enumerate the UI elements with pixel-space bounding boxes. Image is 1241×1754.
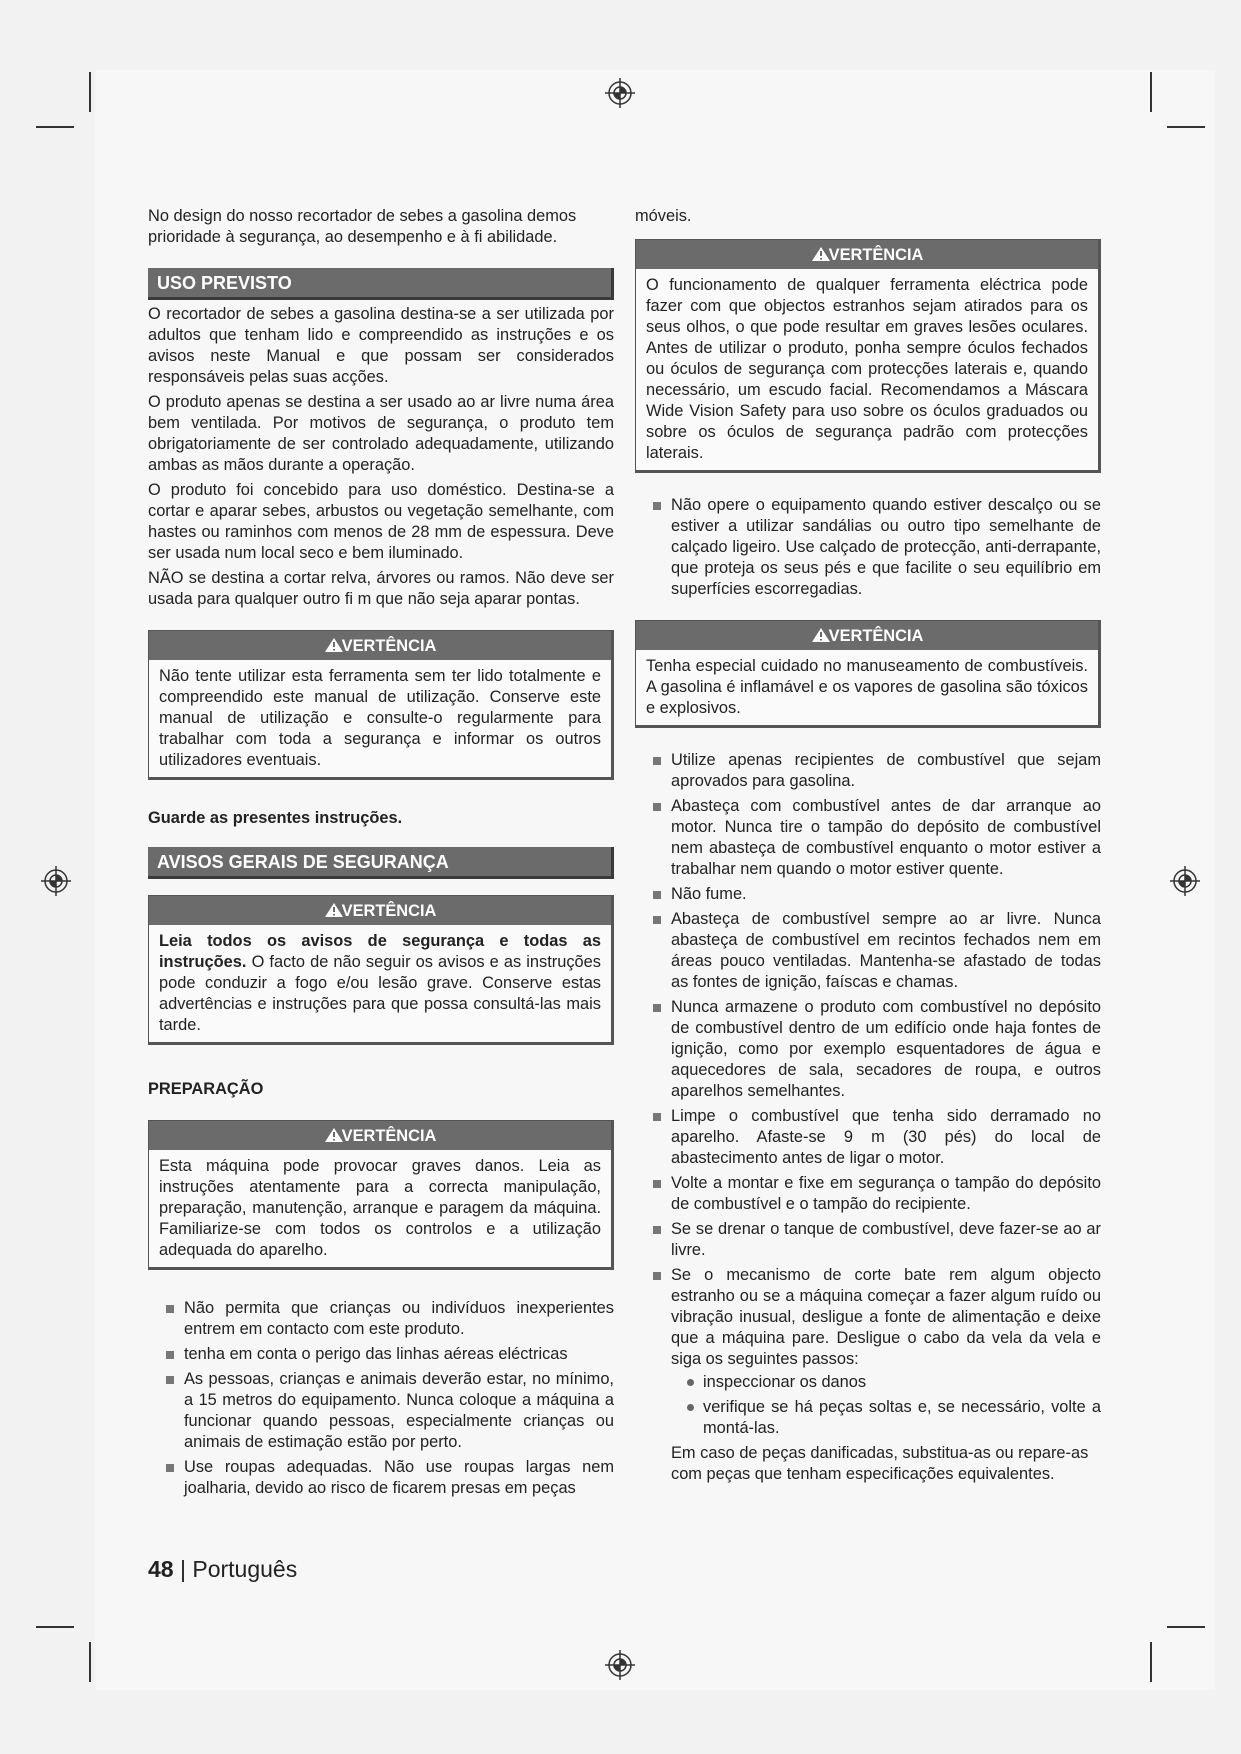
bullet-square-icon [653, 1113, 661, 1121]
list-item: Não permita que crianças ou indivíduos inexperientes entrem em contacto com este produto. [164, 1298, 614, 1340]
warning-triangle-icon [324, 637, 344, 653]
fuel-bullet-list [635, 750, 1101, 1439]
paragraph: O produto apenas se destina a ser usado ao ar livre numa área bem ventilada. Por motivos de segurança, o produto tem obrigatoriamente de ser controlado adequadamente, utilizando ambas as mãos durante a operação. [148, 393, 614, 474]
footwear-bullet-list [635, 495, 1101, 600]
list-item: Se o mecanismo de corte bate rem algum objecto estranho ou se a máquina começar a fazer algum ruído ou vibração inusual, desligue a fonte de alimentação e deixe que a máquina pare. Desligue o cabo da vela da vela e siga os seguintes passos: inspeccionar os danos verifique se há peças soltas e, se necessário, volte a montá-las. [651, 1265, 1101, 1439]
list-item: tenha em conta o perigo das linhas aéreas eléctricas [164, 1344, 614, 1365]
warning-title: VERTÊNCIA [828, 627, 924, 645]
crop-mark [1150, 72, 1152, 112]
list-item: Abasteça com combustível antes de dar arranque ao motor. Nunca tire o tampão do depósito de combustível nem abasteça de combustível enquanto o motor estiver a trabalhar nem quando o motor estiver quente. [651, 796, 1101, 880]
bullet-square-icon [653, 757, 661, 765]
warning-bold-text: Leia todos os avisos de segurança e todas as instruções. [159, 932, 601, 971]
warning-header [149, 631, 611, 660]
bullet-square-icon [166, 1351, 174, 1359]
sub-bullet-list [671, 1372, 1101, 1439]
warning-triangle-icon [811, 627, 831, 643]
registration-mark-icon [605, 1650, 635, 1680]
warning-triangle-icon [324, 902, 344, 918]
warning-body [636, 650, 1098, 725]
warning-triangle-icon [811, 246, 831, 262]
crop-mark [1167, 1626, 1205, 1628]
warning-box [635, 239, 1101, 473]
warning-triangle-icon [324, 1127, 344, 1143]
list-item: Volte a montar e fixe em segurança o tampão do depósito de combustível e o tampão do recipiente. [651, 1173, 1101, 1215]
bullet-dot-icon [687, 1404, 694, 1411]
footer-separator: | [173, 1556, 193, 1582]
bullet-square-icon [653, 1180, 661, 1188]
sub-list-item: verifique se há peças soltas e, se necessário, volte a montá-las. [671, 1397, 1101, 1439]
warning-title: VERTÊNCIA [828, 246, 924, 264]
bullet-square-icon [653, 1226, 661, 1234]
crop-mark [36, 1626, 74, 1628]
bullet-square-icon [653, 1272, 661, 1280]
bullet-square-icon [653, 1004, 661, 1012]
page-number: 48 [148, 1556, 174, 1582]
warning-box [635, 620, 1101, 728]
crop-mark [89, 1642, 91, 1682]
warning-text: Tenha especial cuidado no manuseamento de combustíveis. A gasolina é inflamável e os vapores de gasolina são tóxicos e explosivos. [646, 657, 1088, 717]
registration-mark-icon [41, 866, 71, 896]
warning-header [149, 896, 611, 925]
list-item: Abasteça de combustível sempre ao ar livre. Nunca abasteça de combustível em recintos fechados nem em áreas pouco ventiladas. Mantenha-se afastado de todas as fontes de ignição, faíscas e chamas. [651, 909, 1101, 993]
bullet-square-icon [166, 1305, 174, 1313]
footer-language: Português [192, 1556, 298, 1582]
continuation-text: móveis. [635, 207, 692, 225]
crop-mark [1167, 126, 1205, 128]
warning-text: O funcionamento de qualquer ferramenta eléctrica pode fazer com que objectos estranhos sejam atirados para os seus olhos, o que pode resultar em graves lesões oculares. Antes de utilizar o produto, ponha sempre óculos fechados ou óculos de segurança com protecções laterais e, quando necessário, um escudo facial. Recomendamos a Máscara Wide Vision Safety para uso sobre os óculos graduados ou sobre os óculos de segurança padrão com protecções laterais. [646, 276, 1088, 462]
section-heading-avisos: AVISOS GERAIS DE SEGURANÇA [148, 847, 614, 879]
bullet-square-icon [166, 1376, 174, 1384]
paragraph: O produto foi concebido para uso doméstico. Destina-se a cortar e aparar sebes, arbustos ou vegetação semelhante, com hastes ou raminhos com menos de 28 mm de espessura. Deve ser usada num local seco e bem iluminado. [148, 481, 614, 562]
keep-instructions-heading: Guarde as presentes instruções. [148, 809, 403, 827]
list-item: Limpe o combustível que tenha sido derramado no aparelho. Afaste-se 9 m (30 pés) do local de abastecimento antes de ligar o motor. [651, 1106, 1101, 1169]
preparacao-heading: PREPARAÇÃO [148, 1080, 264, 1098]
warning-text: Esta máquina pode provocar graves danos. Leia as instruções atentamente para a correcta manipulação, preparação, manutenção, arranque e paragem da máquina. Familiarize-se com todos os controlos e a utilização adequada do aparelho. [159, 1157, 601, 1259]
warning-box [148, 630, 614, 780]
right-column [635, 206, 1101, 1489]
warning-body [636, 269, 1098, 470]
warning-title: VERTÊNCIA [341, 902, 437, 920]
crop-mark [1150, 1642, 1152, 1682]
list-item: Nunca armazene o produto com combustível no depósito de combustível dentro de um edifício onde haja fontes de ignição, como por exemplo esquentadores de água e aquecedores de sala, secadores de roupa, e outros aparelhos semelhantes. [651, 997, 1101, 1102]
list-item: Não fume. [651, 884, 1101, 905]
bullet-square-icon [166, 1464, 174, 1472]
list-item: As pessoas, crianças e animais deverão estar, no mínimo, a 15 metros do equipamento. Nunca coloque a máquina a funcionar quando pessoas, especialmente crianças ou animais de estimação estão por perto. [164, 1369, 614, 1453]
section-heading-uso-previsto: USO PREVISTO [148, 268, 614, 300]
warning-header [636, 240, 1098, 269]
bullet-square-icon [653, 502, 661, 510]
bullet-dot-icon [687, 1379, 694, 1386]
intro-paragraph: No design do nosso recortador de sebes a gasolina demos prioridade à segurança, ao desempenho e à fi abilidade. [148, 207, 577, 246]
warning-body [149, 660, 611, 777]
list-item: Não opere o equipamento quando estiver descalço ou se estiver a utilizar sandálias ou outro tipo semelhante de calçado ligeiro. Use calçado de protecção, anti-derrapante, que proteja os seus pés e que facilite o seu equilíbrio em superfícies escorregadias. [651, 495, 1101, 600]
registration-mark-icon [1170, 866, 1200, 896]
warning-box [148, 1120, 614, 1270]
warning-header [149, 1121, 611, 1150]
bullet-square-icon [653, 803, 661, 811]
warning-body [149, 1150, 611, 1267]
bullet-square-icon [653, 891, 661, 899]
crop-mark [36, 126, 74, 128]
warning-box [148, 895, 614, 1045]
warning-body [149, 925, 611, 1042]
sub-list-item: inspeccionar os danos [671, 1372, 1101, 1393]
warning-title: VERTÊNCIA [341, 637, 437, 655]
page-footer [148, 1556, 297, 1583]
warning-header [636, 621, 1098, 650]
crop-mark [89, 72, 91, 112]
warning-text [159, 931, 601, 1036]
safety-bullet-list [148, 1298, 614, 1499]
paragraph: O recortador de sebes a gasolina destina-se a ser utilizada por adultos que tenham lido e compreendido as instruções e os avisos neste Manual e que possam ser considerados responsáveis pelas suas acções. [148, 305, 614, 386]
warning-text: Não tente utilizar esta ferramenta sem ter lido totalmente e compreendido este manual de utilização. Conserve este manual de utilização e consulte-o regularmente para trabalhar com toda a segurança e informar os outros utilizadores eventuais. [159, 667, 601, 769]
warning-title: VERTÊNCIA [341, 1127, 437, 1145]
closing-paragraph: Em caso de peças danificadas, substitua-as ou repare-as com peças que tenham especificações equivalentes. [671, 1444, 1089, 1483]
left-column [148, 206, 614, 1503]
list-item: Se se drenar o tanque de combustível, deve fazer-se ao ar livre. [651, 1219, 1101, 1261]
list-item: Use roupas adequadas. Não use roupas largas nem joalharia, devido ao risco de ficarem presas em peças [164, 1457, 614, 1499]
registration-mark-icon [605, 78, 635, 108]
warning-rest-text: O facto de não seguir os avisos e as instruções pode conduzir a fogo e/ou lesão grave. Conserve estas advertências e instruções para que possa consultá-las mais tarde. [159, 953, 601, 1034]
list-item: Utilize apenas recipientes de combustível que sejam aprovados para gasolina. [651, 750, 1101, 792]
paragraph: NÃO se destina a cortar relva, árvores ou ramos. Não deve ser usada para qualquer outro fi m que não seja aparar pontas. [148, 569, 614, 608]
bullet-square-icon [653, 916, 661, 924]
